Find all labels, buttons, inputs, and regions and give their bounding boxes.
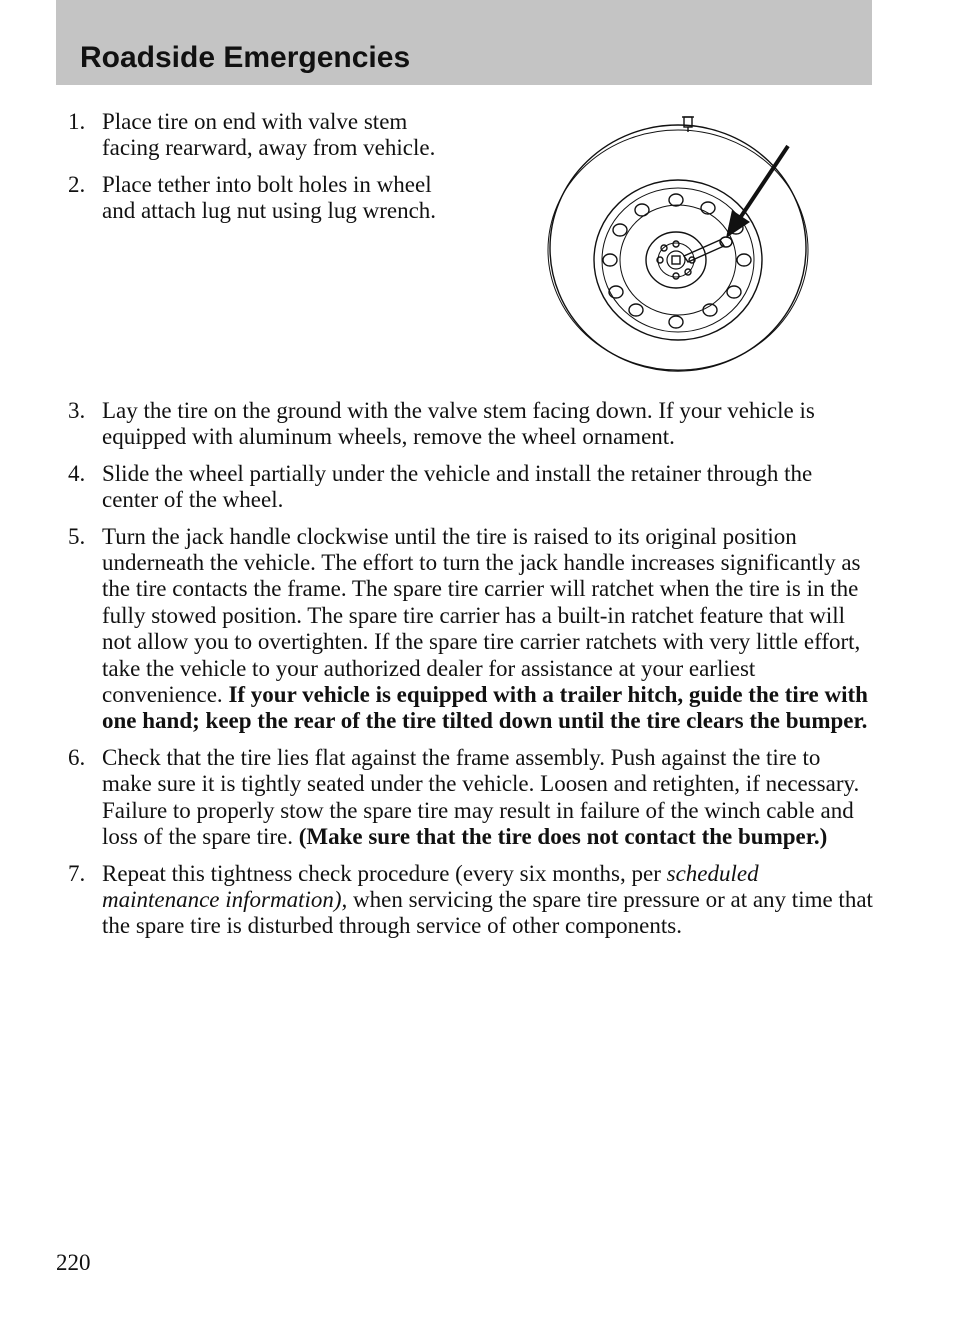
step-text: Turn the jack handle clockwise until the tire is raised to its original position underneath the vehicle. The effort to turn the jack handle increases significantly as the tire contacts the frame. The spare tire carrier will ratchet when the tire is in the fully stowed position. The spare tire carrier has a built-in ratchet feature that will not allow you to overtighten. If the spare tire carrier ratchets with very little effort, take the vehicle to your authorized dealer for assistance at your earliest convenience. bbox=[102, 523, 861, 708]
instruction-step-7 bbox=[62, 861, 874, 940]
step-text: Lay the tire on the ground with the valve stem facing down. If your vehicle is equipped with aluminum wheels, remove the wheel ornament. bbox=[102, 398, 815, 450]
instruction-list-bottom bbox=[62, 398, 874, 950]
pointer-arrow-icon bbox=[726, 146, 788, 238]
step-text-continued: when servicing the spare tire pressure or at any time that the spare tire is disturbed through service of other components. bbox=[102, 886, 873, 939]
step-number: 5. bbox=[68, 523, 86, 549]
step-reference-text: scheduled maintenance information), bbox=[102, 860, 759, 912]
step-text: Place tether into bolt holes in wheel and attach lug nut using lug wrench. bbox=[102, 171, 437, 224]
instruction-step-3 bbox=[62, 398, 874, 451]
instruction-step-1 bbox=[62, 109, 462, 162]
step-number: 6. bbox=[68, 744, 86, 770]
step-warning-text: (Make sure that the tire does not contact the bumper.) bbox=[298, 824, 828, 850]
step-text: Slide the wheel partially under the vehicle and install the retainer through the center of the wheel. bbox=[102, 460, 813, 513]
step-number: 3. bbox=[68, 398, 86, 423]
step-number: 2. bbox=[68, 171, 86, 197]
tire-outer-ring bbox=[550, 125, 806, 371]
step-number: 1. bbox=[68, 109, 86, 134]
page-title: Roadside Emergencies bbox=[80, 41, 411, 74]
step-number: 7. bbox=[68, 860, 86, 886]
step-text: Place tire on end with valve stem facing rearward, away from vehicle. bbox=[102, 109, 436, 161]
step-warning-text: If your vehicle is equipped with a trailer hitch, guide the tire with one hand; keep the rear of the tire tilted down until the tire clears the bumper. bbox=[102, 682, 868, 734]
instruction-step-4 bbox=[62, 461, 874, 514]
step-number: 4. bbox=[68, 460, 86, 486]
instruction-step-5 bbox=[62, 524, 874, 735]
step-text: Repeat this tightness check procedure (every six months, per bbox=[102, 860, 661, 886]
step-text: Check that the tire lies flat against the frame assembly. Push against the tire to make sure it is tightly seated under the vehicle. Loosen and retighten, if necessary. Failure to properly stow the spare tire may result in failure of the winch cable and loss of the spare tire. bbox=[102, 744, 860, 850]
rim-holes bbox=[603, 194, 751, 328]
page-number: 220 bbox=[56, 1250, 91, 1275]
instruction-step-6 bbox=[62, 745, 874, 851]
instruction-list-top bbox=[62, 109, 462, 235]
spare-tire-illustration bbox=[544, 110, 812, 378]
section-header bbox=[56, 0, 872, 85]
instruction-step-2 bbox=[62, 172, 462, 225]
